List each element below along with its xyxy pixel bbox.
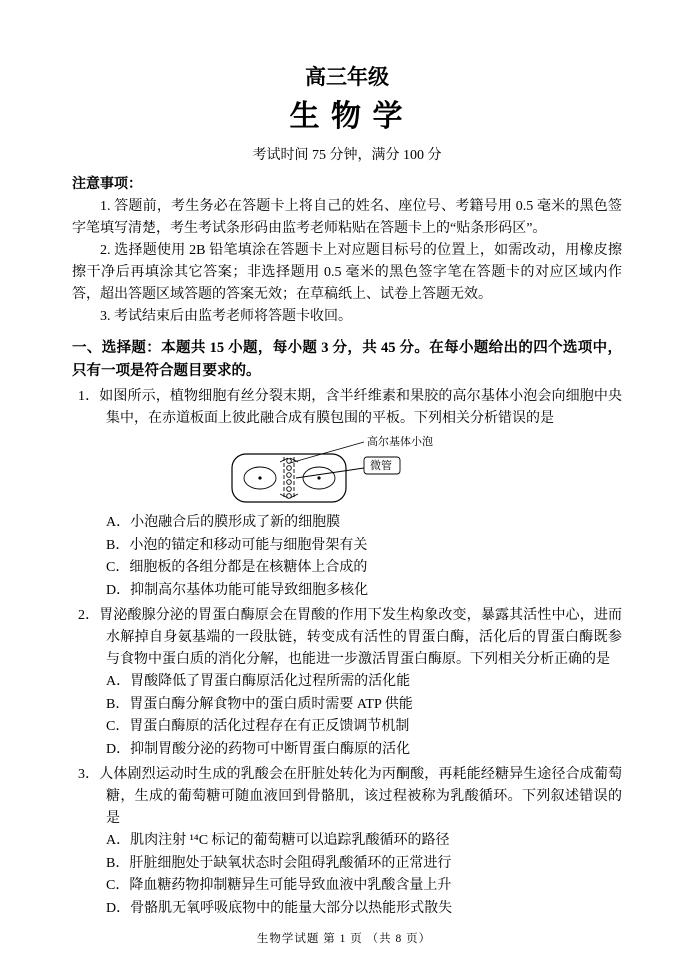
exam-info: 考试时间 75 分钟，满分 100 分 bbox=[252, 148, 442, 163]
vesicle-leader-line bbox=[290, 442, 364, 463]
question-1-number: 1． bbox=[78, 389, 100, 404]
question-2-option-b: B．胃蛋白酶分解食物中的蛋白质时需要 ATP 供能 bbox=[106, 696, 413, 712]
question-2-option-c: C．胃蛋白酶原的活化过程存在有正反馈调节机制 bbox=[106, 719, 410, 734]
question-2-option-d: D．抑制胃酸分泌的药物可中断胃蛋白酶原的活化 bbox=[106, 741, 411, 757]
cell-outline-shape bbox=[232, 454, 346, 502]
cell-diagram bbox=[222, 432, 472, 512]
question-3-option-c: C．降血糖药物抑制糖异生可能导致血液中乳酸含量上升 bbox=[106, 878, 452, 893]
question-1-option-b: B．小泡的锚定和移动可能与细胞骨架有关 bbox=[106, 537, 368, 553]
notice-item-2: 2. 选择题使用 2B 铅笔填涂在答题卡上对应题目标号的位置上，如需改动，用橡皮擦擦干净后再填涂其它答案；非选择题用 0.5 毫米的黑色签字笔在答题卡的对应区域内作答，超出答题区域答题的答案无效；在草稿纸上、试卷上答题无效。 bbox=[72, 243, 622, 302]
question-2-stem bbox=[78, 605, 622, 671]
question-3-option-b: B．肝脏细胞处于缺氧状态时会阻碍乳酸循环的正常进行 bbox=[106, 855, 452, 871]
question-3 bbox=[72, 764, 622, 920]
question-2-number: 2． bbox=[78, 608, 100, 623]
right-nucleolus-dot bbox=[317, 476, 320, 479]
question-1-option-a: A．小泡融合后的膜形成了新的细胞膜 bbox=[106, 515, 341, 530]
figure-label-golgi-vesicle: 高尔基体小泡 bbox=[367, 436, 433, 448]
question-2-stem-text: 胃泌酸腺分泌的胃蛋白酶原会在胃酸的作用下发生构象改变，暴露其活性中心，进而水解掉自身氨基端的一段肽链，转变成有活性的胃蛋白酶，活化后的胃蛋白酶既参与食物中蛋白质的消化分解，也能进一步激活胃蛋白酶原。下列相关分析正确的是 bbox=[99, 608, 623, 667]
question-3-stem bbox=[78, 764, 622, 830]
question-3-option-a: A．肌肉注射 ¹⁴C 标记的葡萄糖可以追踪乳酸循环的路径 bbox=[106, 833, 450, 848]
left-nucleolus-dot bbox=[258, 476, 261, 479]
page-title-subject: 生 物 学 bbox=[289, 100, 405, 133]
page-title-grade: 高三年级 bbox=[305, 65, 389, 89]
question-3-number: 3． bbox=[78, 767, 100, 782]
page-footer: 生物学试题 第 1 页 （共 8 页） bbox=[256, 933, 432, 945]
question-1-figure bbox=[222, 432, 472, 512]
notice-title: 注意事项： bbox=[72, 177, 142, 192]
section-title: 一、选择题：本题共 15 小题，每小题 3 分，共 45 分。在每小题给出的四个选项中，只有一项是符合题目要求的。 bbox=[72, 340, 622, 379]
question-1-stem bbox=[78, 386, 622, 430]
notice-item-1: 1. 答题前，考生务必在答题卡上将自己的姓名、座位号、考籍号用 0.5 毫米的黑色签字笔填写清楚，考生考试条形码由监考老师粘贴在答题卡上的“贴条形码区”。 bbox=[72, 199, 622, 236]
golgi-vesicle-dots bbox=[287, 459, 292, 499]
question-2-option-a: A．胃酸降低了胃蛋白酶原活化过程所需的活化能 bbox=[106, 674, 411, 689]
question-1-option-d: D．抑制高尔基体功能可能导致细胞多核化 bbox=[106, 582, 369, 598]
figure-label-microtubule: 微管 bbox=[370, 460, 392, 472]
question-1-option-c: C．细胞板的各组分都是在核糖体上合成的 bbox=[106, 560, 368, 575]
question-3-option-d: D．骨骼肌无氧呼吸底物中的能量大部分以热能形式散失 bbox=[106, 900, 453, 916]
question-1-stem-text: 如图所示，植物细胞有丝分裂末期，含半纤维素和果胶的高尔基体小泡会向细胞中央集中，在赤道板面上彼此融合成有膜包围的平板。下列相关分析错误的是 bbox=[99, 389, 623, 426]
notice-item-3: 3. 考试结束后由监考老师将答题卡收回。 bbox=[100, 309, 352, 324]
question-1 bbox=[72, 386, 622, 602]
question-2 bbox=[72, 605, 622, 761]
question-3-stem-text: 人体剧烈运动时生成的乳酸会在肝脏处转化为丙酮酸，再耗能经糖异生途径合成葡萄糖，生成的葡萄糖可随血液回到骨骼肌，该过程被称为乳酸循环。下列叙述错误的是 bbox=[99, 767, 623, 826]
